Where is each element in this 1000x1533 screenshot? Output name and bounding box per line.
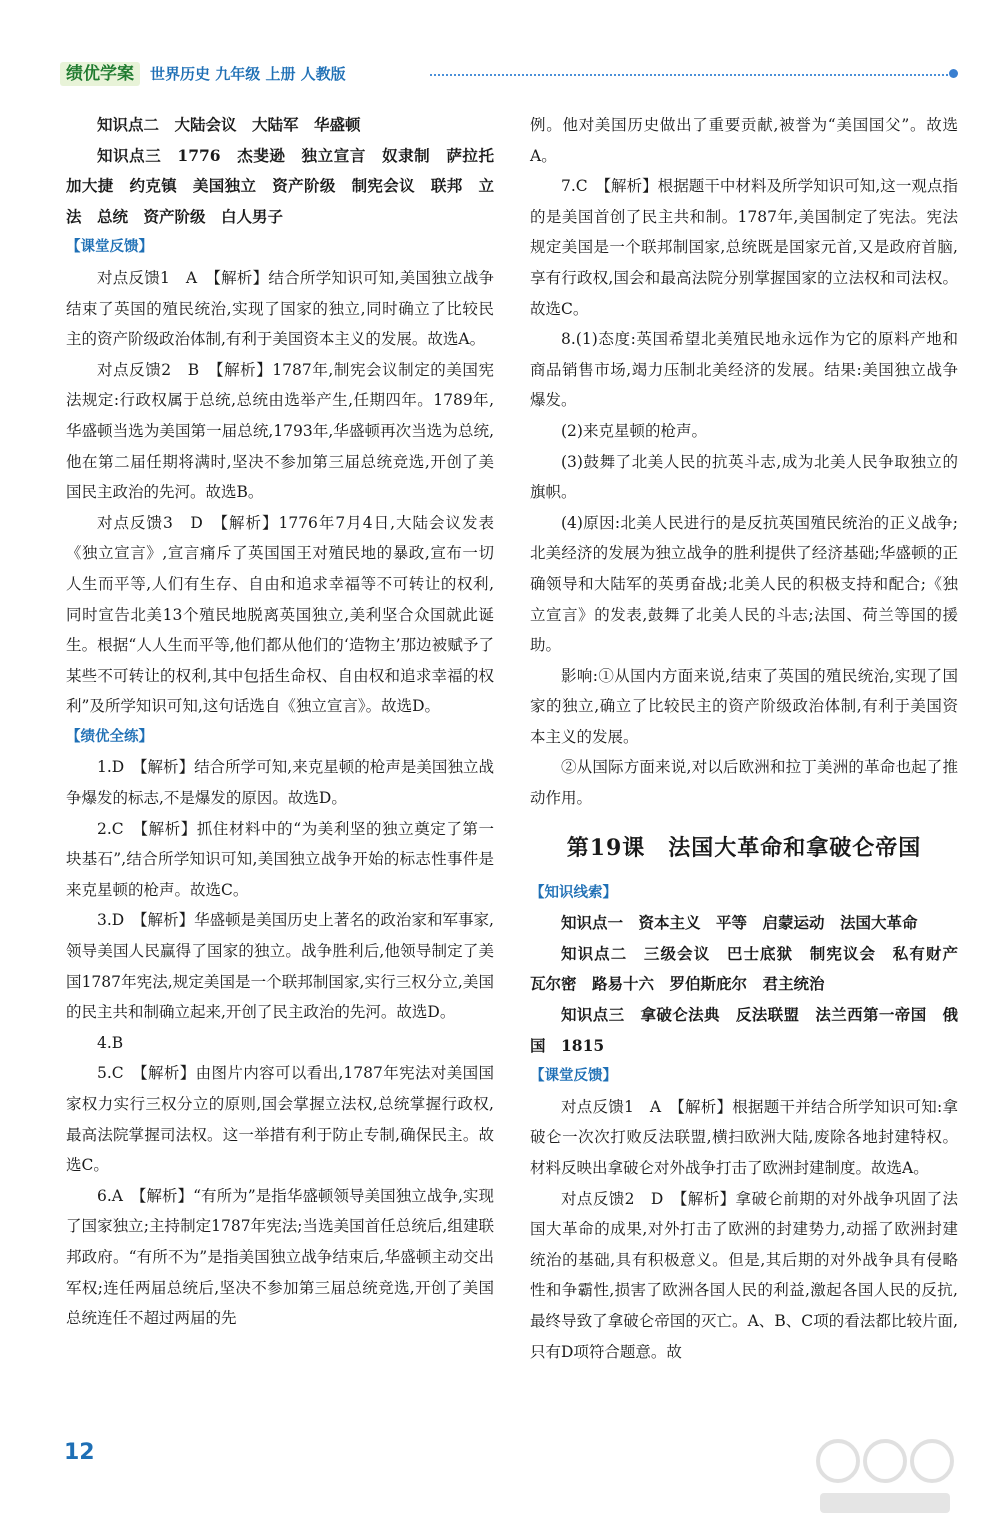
answer-8-impact-2: ②从国际方面来说,对以后欧洲和拉丁美洲的革命也起了推动作用。 — [530, 758, 958, 808]
answer-3: 3.D 【解析】华盛顿是美国历史上著名的政治家和军事家,领导美国人民赢得了国家的独立。战争胜利后,他领导制定了美国1787年宪法,规定美国是一个联邦制国家,实行三权分立,美国的民主共和制确立起来,开创了民主政治的先河。故选D。 — [66, 911, 494, 1022]
header-dotted-rule — [430, 74, 948, 76]
section-tag-feedback-2: 【课堂反馈】 — [530, 1068, 617, 1085]
answer-8-part-2: (2)来克星顿的枪声。 — [561, 421, 707, 440]
feedback-2: 对点反馈2 B 【解析】1787年,制宪会议制定的美国宪法规定:行政权属于总统,总统由选举产生,任期四年。1789年,华盛顿当选为美国第一届总统,1793年,华盛顿再次当选为总统,他在第二届任期将满时,坚决不参加第三届总统竞选,开创了美国民主政治的先河。故选B。 — [66, 360, 494, 502]
answer-7: 7.C 【解析】根据题干中材料及所学知识可知,这一观点指的是美国首创了民主共和制。1787年,美国制定了宪法。宪法规定美国是一个联邦制国家,总统既是国家元首,又是政府首脑,享有行政权,国会和最高法院分别掌握国家的立法权和司法权。故选C。 — [530, 177, 958, 318]
watermark-logo — [810, 1431, 960, 1521]
answer-6: 6.A 【解析】“有所为”是指华盛顿领导美国独立战争,实现了国家独立;主持制定1787年宪法;当选美国首任总统后,组建联邦政府。“有所不为”是指美国独立战争结束后,华盛顿主动交出军权;连任两届总统后,坚决不参加第三届总统竞选,开创了美国总统连任不超过两届的先 — [66, 1186, 495, 1328]
lesson19-knowledge-point-1: 知识点一 资本主义 平等 启蒙运动 法国大革命 — [561, 913, 918, 933]
book-subtitle: 世界历史 九年级 上册 人教版 — [150, 65, 346, 83]
header-dot-icon — [949, 69, 958, 78]
knowledge-point-3: 知识点三 1776 杰斐逊 独立宣言 奴隶制 萨拉托加大捷 约克镇 美国独立 资产阶级 制宪会议 联邦 立法 总统 资产阶级 白人男子 — [66, 145, 494, 226]
answer-1: 1.D 【解析】结合所学可知,来克星顿的枪声是美国独立战争爆发的标志,不是爆发的原因。故选D。 — [66, 758, 494, 808]
brand-logo: 绩优学案 — [60, 62, 140, 86]
feedback-1: 对点反馈1 A 【解析】结合所学知识可知,美国独立战争结束了英国的殖民统治,实现了国家的独立,同时确立了比较民主的资产阶级政治体制,有利于美国资本主义的发展。故选A。 — [66, 268, 494, 349]
page-number: 12 — [64, 1440, 95, 1465]
lesson19-knowledge-point-3: 知识点三 拿破仑法典 反法联盟 法兰西第一帝国 俄国 1815 — [530, 1005, 958, 1055]
running-header — [60, 62, 960, 90]
lesson19-knowledge-point-2: 知识点二 三级会议 巴士底狱 制宪议会 私有财产 瓦尔密 路易十六 罗伯斯庇尔 君主统治 — [530, 943, 974, 994]
answer-2: 2.C 【解析】抓住材料中的“为美利坚的独立奠定了第一块基石”,结合所学知识可知,美国独立战争开始的标志性事件是来克星顿的枪声。故选C。 — [66, 819, 494, 899]
lesson19-feedback-2: 对点反馈2 D 【解析】拿破仑前期的对外战争巩固了法国大革命的成果,对外打击了欧洲的封建势力,动摇了欧洲封建统治的基础,具有积极意义。但是,其后期的对外战争具有侵略性和争霸性,损害了欧洲各国人民的利益,激起各国人民的反抗,最终导致了拿破仑帝国的灭亡。A、B、C项的看法都比较片面,只有D项符合题意。故 — [530, 1189, 958, 1361]
left-column — [66, 110, 494, 1334]
lesson19-feedback-1: 对点反馈1 A 【解析】根据题干并结合所学知识可知:拿破仑一次次打败反法联盟,横扫欧洲大陆,废除各地封建特权。材料反映出拿破仑对外战争打击了欧洲封建制度。故选A。 — [530, 1097, 958, 1177]
answer-8-part-3: (3)鼓舞了北美人民的抗英斗志,成为北美人民争取独立的旗帜。 — [530, 452, 958, 502]
answer-4: 4.B — [97, 1033, 124, 1052]
answer-8-part-4: (4)原因:北美人民进行的是反抗英国殖民统治的正义战争;北美经济的发展为独立战争的胜利提供了经济基础;华盛顿的正确领导和大陆军的英勇奋战;北美人民的积极支持和配合;《独立宣言》的发表,鼓舞了北美人民的斗志;法国、荷兰等国的援助。 — [530, 513, 958, 655]
lesson-title: 第19课 法国大革命和拿破仑帝国 — [566, 834, 922, 861]
answer-6-continued: 例。他对美国历史做出了重要贡献,被誉为“美国国父”。故选A。 — [530, 116, 958, 165]
knowledge-point-2: 知识点二 大陆会议 大陆军 华盛顿 — [97, 115, 361, 134]
section-tag-clues: 【知识线索】 — [530, 884, 617, 901]
answer-5: 5.C 【解析】由图片内容可以看出,1787年宪法对美国国家权力实行三权分立的原则,国会掌握立法权,总统掌握行政权,最高法院掌握司法权。这一举措有利于防止专制,确保民主。故选C。 — [66, 1064, 494, 1175]
answer-8-impact-1: 影响:①从国内方面来说,结束了英国的殖民统治,实现了国家的独立,确立了比较民主的资产阶级政治体制,有利于美国资本主义的发展。 — [530, 666, 958, 746]
right-column — [530, 110, 974, 1367]
section-tag-practice: 【绩优全练】 — [66, 728, 153, 745]
feedback-3: 对点反馈3 D 【解析】1776年7月4日,大陆会议发表《独立宣言》,宣言痛斥了英国国王对殖民地的暴政,宣布一切人生而平等,人们有生存、自由和追求幸福等不可转让的权利,同时宣告北美13个殖民地脱离英国独立,美利坚合众国就此诞生。根据“人人生而平等,他们都从他们的‘造物主’那边被赋予了某些不可转让的权利,其中包括生命权、自由权和追求幸福的权利”及所学知识可知,这句话选自《独立宣言》。故选D。 — [66, 513, 494, 716]
answer-8-part-1: 8.(1)态度:英国希望北美殖民地永远作为它的原料产地和商品销售市场,竭力压制北美经济的发展。结果:美国独立战争爆发。 — [530, 330, 958, 410]
section-tag-feedback: 【课堂反馈】 — [66, 239, 153, 256]
